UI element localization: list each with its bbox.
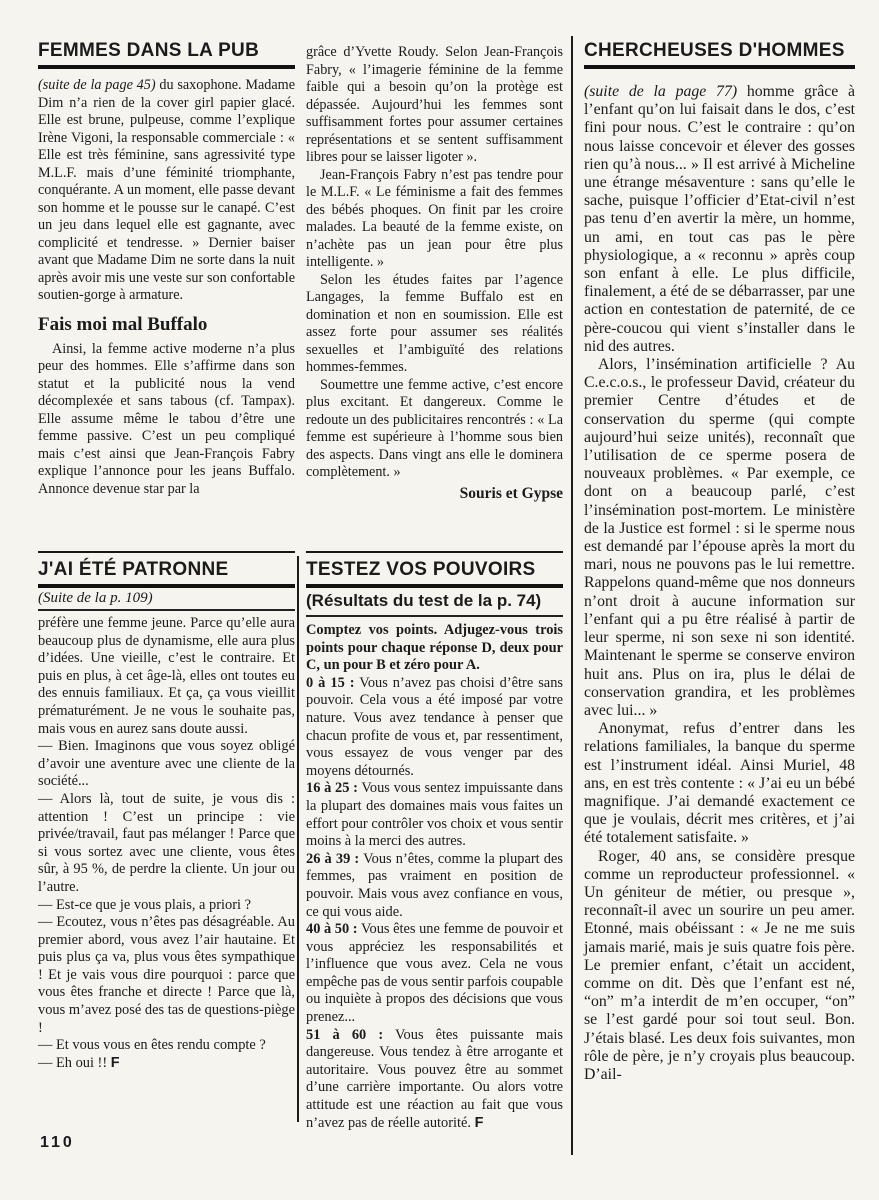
paragraph-text: du saxophone. Madame Dim n’a rien de la cover girl papier glacé. Elle est brune, pulpeuse, comme l’explique Irène Vigoni, la responsable commerciale : « Elle est très féminine, sans agressivité type M.L.F. mais d’une féminité triomphante, conquérante. A un moment, elle passe devant son homme et le pousse sur le canapé. C’est un jeu dans lequel elle est gagnante, avec complicité et tendresse. » Dernier baiser avant que Madame Dim ne sorte dans la nuit après avoir mis une veste sur son confortable soutien-gorge à armature.: [38, 77, 295, 303]
score-range: 16 à 25 :: [306, 780, 358, 797]
left-column-bottom: [38, 551, 295, 1072]
dialogue-paragraph: — Bien. Imaginons que vous soyez obligé d’avoir une aventure avec une cliente de la société...: [38, 738, 295, 790]
article-femmes-dans-la-pub-continued: [306, 44, 563, 503]
article-title-femmes-dans-la-pub: FEMMES DANS LA PUB: [38, 40, 295, 69]
score-range: 40 à 50 :: [306, 921, 358, 938]
paragraph: [584, 83, 855, 356]
column-divider-left-middle: [297, 556, 299, 1122]
paragraph: préfère une femme jeune. Parce qu’elle aura beaucoup plus de dynamisme, elle aura plus d’idées. Une vieille, c’est le contraire. Et puis en plus, à cet âge-là, elles ont toutes eu des ennuis familiaux. Et ça, ça vous vieillit prématurément. Je ne vous le souhaite pas, mais vous en aurez sans doute aussi.: [38, 615, 295, 737]
score-text: Vous êtes puissante mais dangereuse. Vous tendez à être arrogante et autoritaire. Vous pouvez être au sommet d’une carrière importante. Ou alors votre attitude est une réaction au fait que vous n’avez pas de réelle autorité.: [306, 1026, 564, 1131]
results-subtitle: (Résultats du test de la p. 74): [306, 588, 563, 617]
middle-column-top: [306, 44, 563, 503]
paragraph: grâce d’Yvette Roudy. Selon Jean-François Fabry, « l’imagerie féminine de la femme faible qui a besoin qu’on la protège est dépassée. Aujourd’hui les femmes sont suffisamment fortes pour assumer certaines représentations et se sentent suffisamment libres pour se laisser ligoter ».: [306, 44, 563, 165]
score-range-result: [306, 780, 563, 850]
article-jai-ete-patronne: [38, 559, 295, 1072]
paragraph: Selon les études faites par l’agence Langages, la femme Buffalo est en domination et non en soumission. Elle est assez forte pour assumer ses réalités sexuelles et l’ambiguïté des relations hommes-femmes.: [306, 271, 563, 375]
dialogue-paragraph: — Eh oui !! F: [38, 1054, 120, 1071]
score-text: Vous vous sentez impuissante dans la plupart des domaines mais vous faites un effort pour contrôler vos choix et vous sentir moins à la merci des autres.: [306, 780, 563, 850]
left-column-top: [38, 40, 295, 498]
score-range: 0 à 15 :: [306, 674, 355, 691]
paragraph: Soumettre une femme active, c’est encore plus excitant. Et dangereux. Comme le redoute un des publicitaires rencontrés : « La femme est supérieure à l’homme sous bien des aspects. Dans vingt ans elle le dominera complètement. »: [306, 376, 563, 480]
page-number: 110: [40, 1134, 75, 1151]
article-femmes-dans-la-pub: [38, 40, 295, 498]
score-text: Vous êtes une femme de pouvoir et vous appréciez les responsabilités et l’influence que vous avez. Cela ne vous empêche pas de vous sentir parfois coupable ou inquiète à propos des décisions que vous prenez...: [306, 921, 564, 1026]
paragraph: Roger, 40 ans, se considère presque comme un reproducteur professionnel. « Un géniteur de métier, ou presque », reconnaît-il avec un sourire un peu amer. Etonné, mais obéissant : « Je ne me suis jamais marié, mais je suis quatre fois père. Le premier enfant, c’était un accident, comme on dit. Dès que l’enfant est né, “on” m’a interdit de m’en occuper, “on” se l’est gardé pour soi tout seul. Bon. J’étais blasé. Les deux fois suivantes, mon rôle de père, je n’y croyais plus beaucoup. D’ail-: [584, 847, 855, 1083]
article-end-mark: F: [474, 1114, 484, 1131]
score-range-result: [306, 851, 563, 921]
article-chercheuses-dhommes: [584, 40, 855, 1084]
paragraph-text: homme grâce à l’enfant qu’on lui faisait dans le dos, c’est fini pour nous. C’est le contraire : qu’on nous laisse concevoir et élever des gosses rien qu’à nous... » Il est arrivé à Micheline une étrange mésaventure : sans qu’elle le sache, puisque l’officier d’Etat-civil n’est pas tenu d’en avertir la mère, un homme, un ami, en tout cas pas le père physiologique, a « reconnu » après coup son enfant à elle. Le plus difficile, finalement, a été de se débarrasser, par une action en contestation de paternité, de ce père-coucou qui vient s’installer dans le nid des autres.: [584, 83, 856, 355]
scoring-instructions: Comptez vos points. Adjugez-vous trois points pour chaque réponse D, deux pour C, un pour B et zéro pour A.: [306, 622, 563, 674]
article-title-jai-ete-patronne: J'AI ÉTÉ PATRONNE: [38, 559, 295, 588]
paragraph: Jean-François Fabry n’est pas tendre pour le M.L.F. « Le féminisme a fait des femmes des bébés phoques. On finit par les croire malades. La beauté de la femme existe, on n’achète pas un jean pour être plus intelligente. »: [306, 166, 563, 270]
continuation-note: (Suite de la p. 109): [38, 588, 295, 611]
middle-column-bottom: [306, 551, 563, 1132]
article-title-chercheuses-dhommes: CHERCHEUSES D'HOMMES: [584, 40, 855, 69]
paragraph: Ainsi, la femme active moderne n’a plus peur des hommes. Elle s’affirme dans son statut et la publicité nous la vend décomplexée et sans tabous (cf. Tampax). Elle assume même le tabou d’être une femme passive. C’est un peu compliqué mais c’est ainsi que Jean-François Fabry explique l’annonce pour les jeans Buffalo. Annonce devenue star par la: [38, 340, 295, 497]
score-range-result: [306, 1027, 563, 1133]
score-range-result: [306, 675, 563, 781]
paragraph: [38, 77, 295, 305]
byline: Souris et Gypse: [459, 484, 563, 502]
dialogue-paragraph: — Est-ce que je vous plais, a priori ?: [38, 896, 251, 913]
subheading-fais-moi-mal-buffalo: Fais moi mal Buffalo: [38, 313, 208, 335]
score-range: 51 à 60 :: [306, 1026, 384, 1043]
continuation-note: (suite de la page 45): [38, 77, 156, 93]
article-title-testez-vos-pouvoirs: TESTEZ VOS POUVOIRS: [306, 559, 563, 588]
right-column: [584, 40, 855, 1084]
article-end-mark: F: [110, 1054, 120, 1071]
article-testez-vos-pouvoirs: [306, 559, 563, 1132]
continuation-note: (suite de la page 77): [584, 83, 738, 100]
score-text: Vous n’avez pas choisi d’être sans pouvoir. Cela vous a été imposé par votre nature. Vous avez tendance à penser que chacun profite de vous et, par ressentiment, vous essayez de vous venger par des moyens détournés.: [306, 674, 563, 779]
dialogue-paragraph: — Et vous vous en êtes rendu compte ?: [38, 1037, 266, 1054]
dialogue-paragraph: — Ecoutez, vous n’êtes pas désagréable. Au premier abord, vous avez l’air hautaine. Et puis plus ça va, plus vous êtes sympathique ! Et je vais vous dire pourquoi : parce que vous êtes franche et directe ! Parce que là, vous m’avez posé des tas de questions-piège !: [38, 914, 295, 1036]
column-divider-middle-right: [571, 36, 573, 1155]
dialogue-paragraph: — Alors là, tout de suite, je vous dis : attention ! C’est un principe : vie privée/travail, faut pas mélanger ! Parce que si vous sortez avec une cliente, vous êtes sûr, à 95 %, de perdre la cliente. Un jour ou l’autre.: [38, 790, 295, 895]
paragraph: Alors, l’insémination artificielle ? Au C.e.c.o.s., le professeur David, créateur du premier Centre d’études et de conservation du sperme (qui compte aujourd’hui seize unités), reconnaît que l’utilisation de ce sperme posera de nouveaux problèmes. « Par exemple, ce dont on a beaucoup parlé, c’est l’insémination post-mortem. Le ministère de la Justice est formel : si le sperme nous est demandé par l’épouse après la mort du mari, nous ne pouvons pas le lui remettre. Rappelons quand-même que nos donneurs n’ont droit à aucune information sur l’enfant qui a pu être réalisé à partir de leur sperme, ni son sexe ni son identité. Maintenant le sperme se conserve environ huit ans. Plus on ira, plus le délai de conservation grandira, et les problèmes avec lui... »: [584, 356, 855, 719]
score-range-result: [306, 921, 563, 1027]
score-text: Vous n’êtes, comme la plupart des femmes, pas vraiment en position de pouvoir. Mais vous avez confiance en vous, ce qui vous aide.: [306, 850, 563, 920]
paragraph: Anonymat, refus d’entrer dans les relations familiales, la banque du sperme est l’instrument idéal. Ainsi Muriel, 48 ans, en est très contente : « J’ai eu un bébé magnifique. J’ai demandé exactement ce que je voulais, décrit mes critères, et j’ai été totalement satisfaite. »: [584, 720, 855, 847]
score-range: 26 à 39 :: [306, 850, 360, 867]
